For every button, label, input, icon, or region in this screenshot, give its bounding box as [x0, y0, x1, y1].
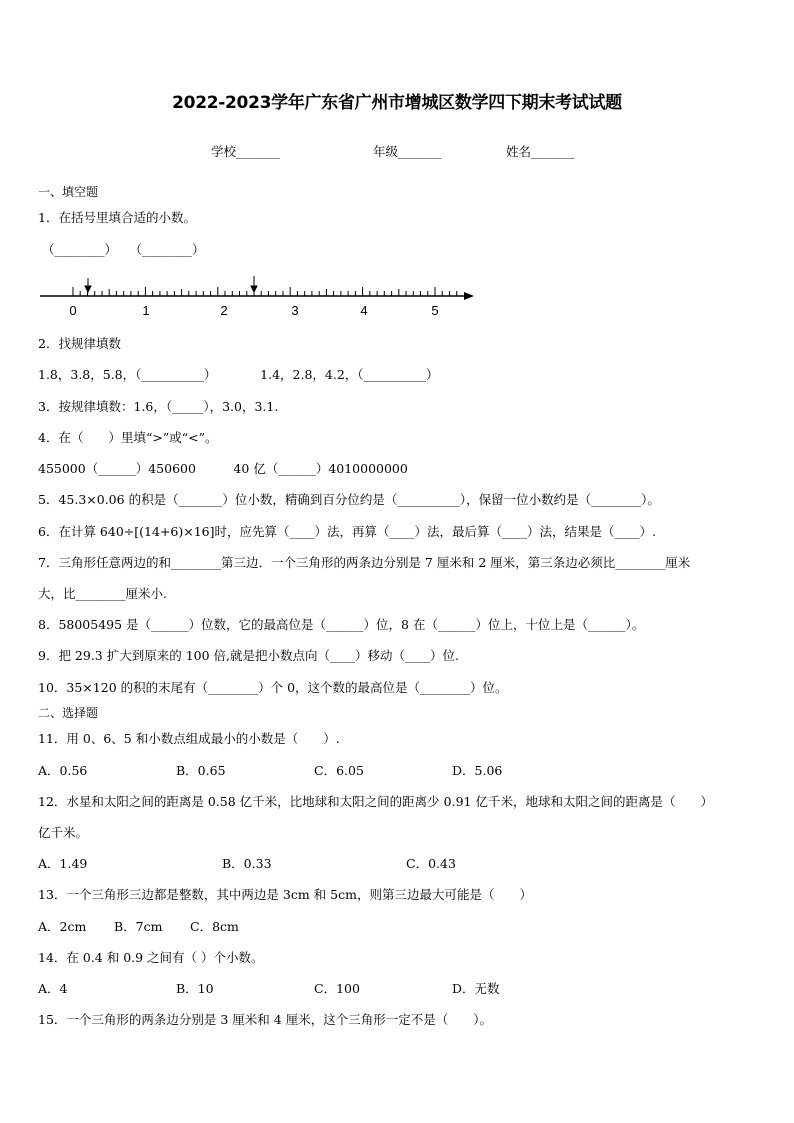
question-3: 3．按规律填数：1.6，（_____），3.0，3.1. [38, 399, 279, 414]
question-11: 11．用 0、6、5 和小数点组成最小的小数是（ ）. [38, 731, 340, 746]
question-4-comparisons: 455000（______）450600 40 亿（______）4010000000 [38, 461, 408, 476]
question-12-option-a: A．1.49 [38, 856, 88, 871]
question-7-line-1: 7．三角形任意两边的和________第三边．一个三角形的两条边分别是 7 厘米和 2 厘米，第三条边必须比________厘米 [38, 555, 691, 570]
question-14-option-b: B．10 [176, 981, 214, 996]
question-6: 6．在计算 640÷[(14+6)×16]时，应先算（____）法，再算（____）法，最后算（____）法，结果是（____）. [38, 524, 656, 539]
question-11-option-b: B．0.65 [176, 763, 226, 778]
question-4: 4．在（ ）里填“>”或“<”。 [38, 430, 218, 445]
question-10: 10．35×120 的积的末尾有（________）个 0，这个数的最高位是（________）位。 [38, 680, 508, 695]
question-8: 8．58005495 是（______）位数，它的最高位是（______）位，8 在（______）位上，十位上是（______）。 [38, 617, 645, 632]
section-fill-blank-heading: 一、填空题 [38, 185, 99, 199]
question-11-option-c: C．6.05 [314, 763, 364, 778]
grade-field: 年级_______ [373, 144, 442, 159]
question-2: 2．找规律填数 [38, 336, 121, 351]
question-12-option-b: B．0.33 [222, 856, 272, 871]
question-1: 1．在括号里填合适的小数。 [38, 210, 196, 225]
question-12-option-c: C．0.43 [406, 856, 456, 871]
question-5: 5．45.3×0.06 的积是（_______）位小数，精确到百分位约是（__________），保留一位小数约是（________）。 [38, 492, 660, 507]
arrow-marker-1 [85, 278, 91, 292]
question-14-option-d: D．无数 [452, 981, 500, 996]
question-13-option-a: A．2cm [38, 919, 87, 934]
question-15: 15．一个三角形的两条边分别是 3 厘米和 4 厘米，这个三角形一定不是（ ）。 [38, 1012, 492, 1027]
question-12-line-2: 亿千米。 [38, 825, 89, 840]
question-2-sequences: 1.8，3.8，5.8，（__________） 1.4，2.8，4.2，（__________） [38, 367, 439, 382]
tick-label-2: 2 [220, 303, 228, 318]
question-1-blanks: （________） （________） [42, 242, 205, 257]
name-field: 姓名_______ [506, 144, 575, 159]
question-9: 9．把 29.3 扩大到原来的 100 倍,就是把小数点向（____）移动（____）位. [38, 648, 459, 663]
question-14-option-a: A．4 [38, 981, 68, 996]
section-choice-heading: 二、选择题 [38, 706, 99, 720]
question-13: 13．一个三角形三边都是整数，其中两边是 3cm 和 5cm，则第三边最大可能是（ ） [38, 887, 532, 902]
tick-label-0: 0 [69, 303, 77, 318]
tick-label-3: 3 [291, 303, 299, 318]
question-14-option-c: C．100 [314, 981, 360, 996]
question-11-option-a: A．0.56 [38, 763, 88, 778]
tick-label-1: 1 [142, 303, 150, 318]
question-12-line-1: 12．水星和太阳之间的距离是 0.58 亿千米，比地球和太阳之间的距离少 0.91 亿千米，地球和太阳之间的距离是（ ） [38, 794, 713, 809]
question-13-option-b: B．7cm [114, 919, 163, 934]
page-title: 2022-2023学年广东省广州市增城区数学四下期末考试试题 [172, 93, 622, 113]
question-13-option-c: C．8cm [190, 919, 239, 934]
number-line [36, 272, 476, 318]
tick-label-4: 4 [360, 303, 368, 318]
question-7-line-2: 大，比________厘米小. [38, 586, 167, 601]
school-field: 学校_______ [211, 144, 280, 159]
question-14: 14．在 0.4 和 0.9 之间有（ ）个小数。 [38, 950, 264, 965]
question-11-option-d: D．5.06 [452, 763, 503, 778]
tick-label-5: 5 [431, 303, 439, 318]
arrow-marker-2 [251, 276, 257, 292]
